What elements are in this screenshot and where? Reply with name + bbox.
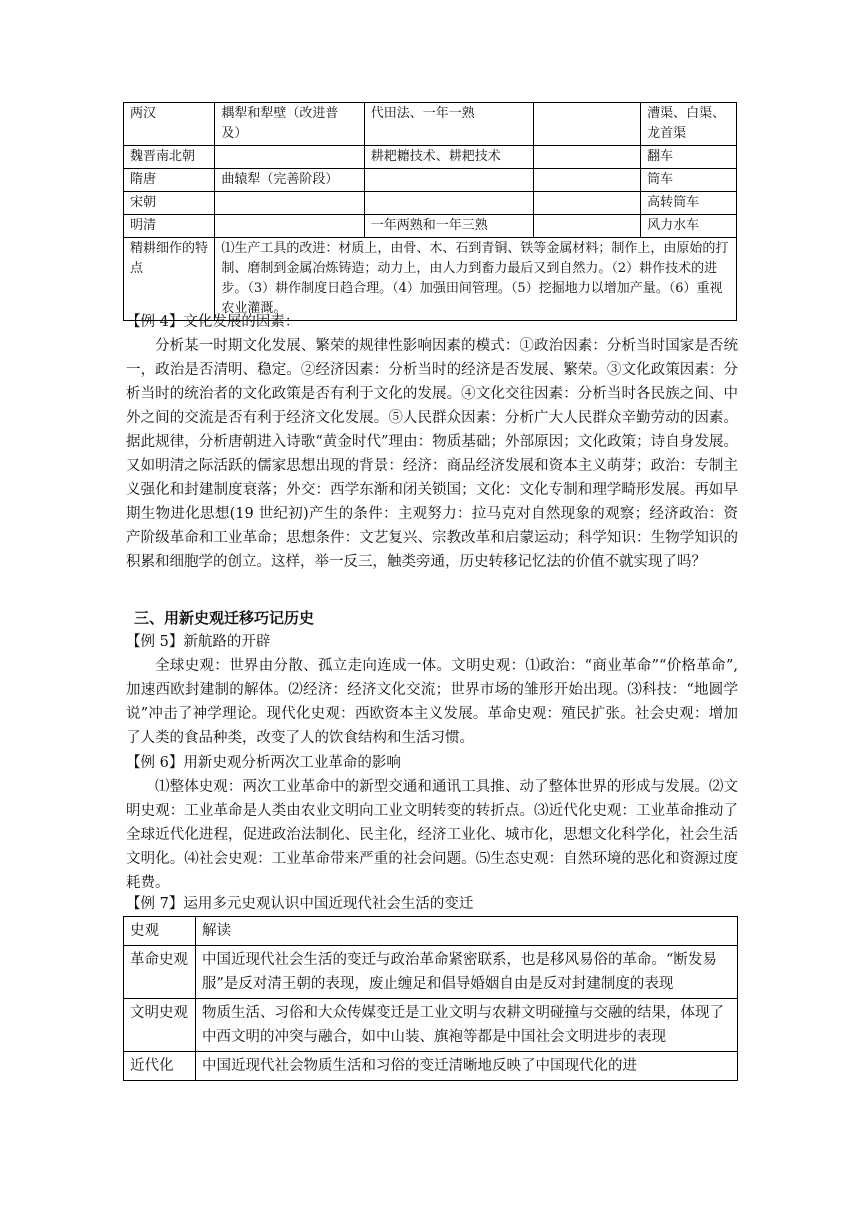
table-cell: 宋朝 [124,192,215,215]
table-cell [534,215,641,238]
example-6-body: ⑴整体史观：两次工业革命中的新型交通和通讯工具推、动了整体世界的形成与发展。⑵文明史观：工业革命是人类由农业文明向工业文明转变的转折点。⑶近代化史观：工业革命推动了全球近代化进程，促进政治法制化、民主化，经济工业化、城市化，思想文化科学化，社会生活文明化。⑷社会史观：工业革命带来严重的社会问题。⑸生态史观：自然环境的恶化和资源过度耗费。 [126,779,738,891]
table-cell: 明清 [124,215,215,238]
table-cell: 翻车 [641,146,737,169]
table-cell [215,215,364,238]
table-cell [364,192,533,215]
example-4-body: 分析某一时期文化发展、繁荣的规律性影响因素的模式：①政治因素：分析当时国家是否统一，政治是否清明、稳定。②经济因素：分析当时的经济是否发展、繁荣。③文化政策因素：分析当时的统治者的文化政策是否有利于文化的发展。④文化交往因素：分析当时各民族之间、中外之间的交流是否有利于经济文化发展。⑤人民群众因素：分析广大人民群众辛勤劳动的因素。据此规律，分析唐朝进入诗歌“黄金时代”理由：物质基础；外部原因；文化政策；诗自身发展。又如明清之际活跃的儒家思想出现的背景：经济：商品经济发展和资本主义萌芽；政治：专制主义强化和封建制度衰落；外交：西学东渐和闭关锁国；文化：文化专制和理学畸形发展。再如早期生物进化思想(19 世纪初)产生的条件：主观努力：拉马克对自然现象的观察；经济政治：资产阶级革命和工业革命；思想条件：文艺复兴、宗教改革和启蒙运动；科学知识：生物学知识的积累和细胞学的创立。这样，举一反三，触类旁通，历史转移记忆法的价值不就实现了吗？ [126,338,738,570]
section-heading: 三、用新史观迁移巧记历史 [134,609,315,627]
table-cell: 近代化 [124,1052,196,1081]
table-cell [534,192,641,215]
table-row [124,215,737,238]
table-row [124,169,737,192]
table-cell [215,146,364,169]
table-row [124,146,737,169]
table-header-row [124,917,738,946]
table-row [124,946,738,999]
table-cell: 漕渠、白渠、龙首渠 [641,103,737,146]
table-cell: 一年两熟和一年三熟 [364,215,533,238]
table-cell [534,103,641,146]
table-row [124,103,737,146]
table-cell: 中国近现代社会生活的变迁与政治革命紧密联系，也是移风易俗的革命。“断发易服”是反对清王朝的表现，废止缠足和倡导婚姻自由是反对封建制度的表现 [196,946,738,999]
example-5-body: 全球史观：世界由分散、孤立走向连成一体。文明史观：⑴政治：“商业革命”“价格革命”,加速西欧封建制的解体。⑵经济：经济文化交流；世界市场的雏形开始出现。⑶科技：“地圆学说”冲击了神学理论。现代化史观：西欧资本主义发展。革命史观：殖民扩张。社会史观：增加了人类的食品种类，改变了人的饮食结构和生活习惯。 [126,658,738,746]
table-cell [534,146,641,169]
table-row [124,192,737,215]
table-cell: 曲辕犁（完善阶段） [215,169,364,192]
table-row [124,1052,738,1081]
table-cell: 隋唐 [124,169,215,192]
table-cell: 中国近现代社会物质生活和习俗的变迁清晰地反映了中国现代化的进 [196,1052,738,1081]
example-5-title: 【例 5】新航路的开辟 [126,634,271,650]
example-6-title: 【例 6】用新史观分析两次工业革命的影响 [126,755,401,771]
table-cell: 代田法、一年一熟 [364,103,533,146]
example-4-title: 【例 4】文化发展的因素： [126,314,300,330]
table-row [124,999,738,1052]
table-cell [534,169,641,192]
header-cell: 解读 [196,917,738,946]
table-row-summary [124,238,737,321]
table-cell: 耦犁和犁壁（改进普及） [215,103,364,146]
table-cell: 耕耙耱技术、耕耙技术 [364,146,533,169]
table-cell: 魏晋南北朝 [124,146,215,169]
summary-text: ⑴生产工具的改进：材质上，由骨、木、石到青铜、铁等金属材料；制作上，由原始的打制、磨制到金属冶炼铸造；动力上，由人力到畜力最后又到自然力。（2）耕作技术的进步。（3）耕作制度日趋合理。（4）加强田间管理。（5）挖掘地力以增加产量。（6）重视农业灌溉。 [215,238,737,321]
table-cell: 两汉 [124,103,215,146]
table-cell: 风力水车 [641,215,737,238]
table-cell [364,169,533,192]
table-cell: 物质生活、习俗和大众传媒变迁是工业文明与农耕文明碰撞与交融的结果，体现了中西文明的冲突与融合，如中山装、旗袍等都是中国社会文明进步的表现 [196,999,738,1052]
summary-label: 精耕细作的特点 [124,238,215,321]
history-views-table [123,916,738,1081]
table-cell [215,192,364,215]
example-7-title: 【例 7】运用多元史观认识中国近现代社会生活的变迁 [126,896,474,912]
table-cell: 筒车 [641,169,737,192]
table-cell: 革命史观 [124,946,196,999]
header-cell: 史观 [124,917,196,946]
table-cell: 文明史观 [124,999,196,1052]
table-cell: 高转筒车 [641,192,737,215]
agriculture-table [123,102,737,321]
